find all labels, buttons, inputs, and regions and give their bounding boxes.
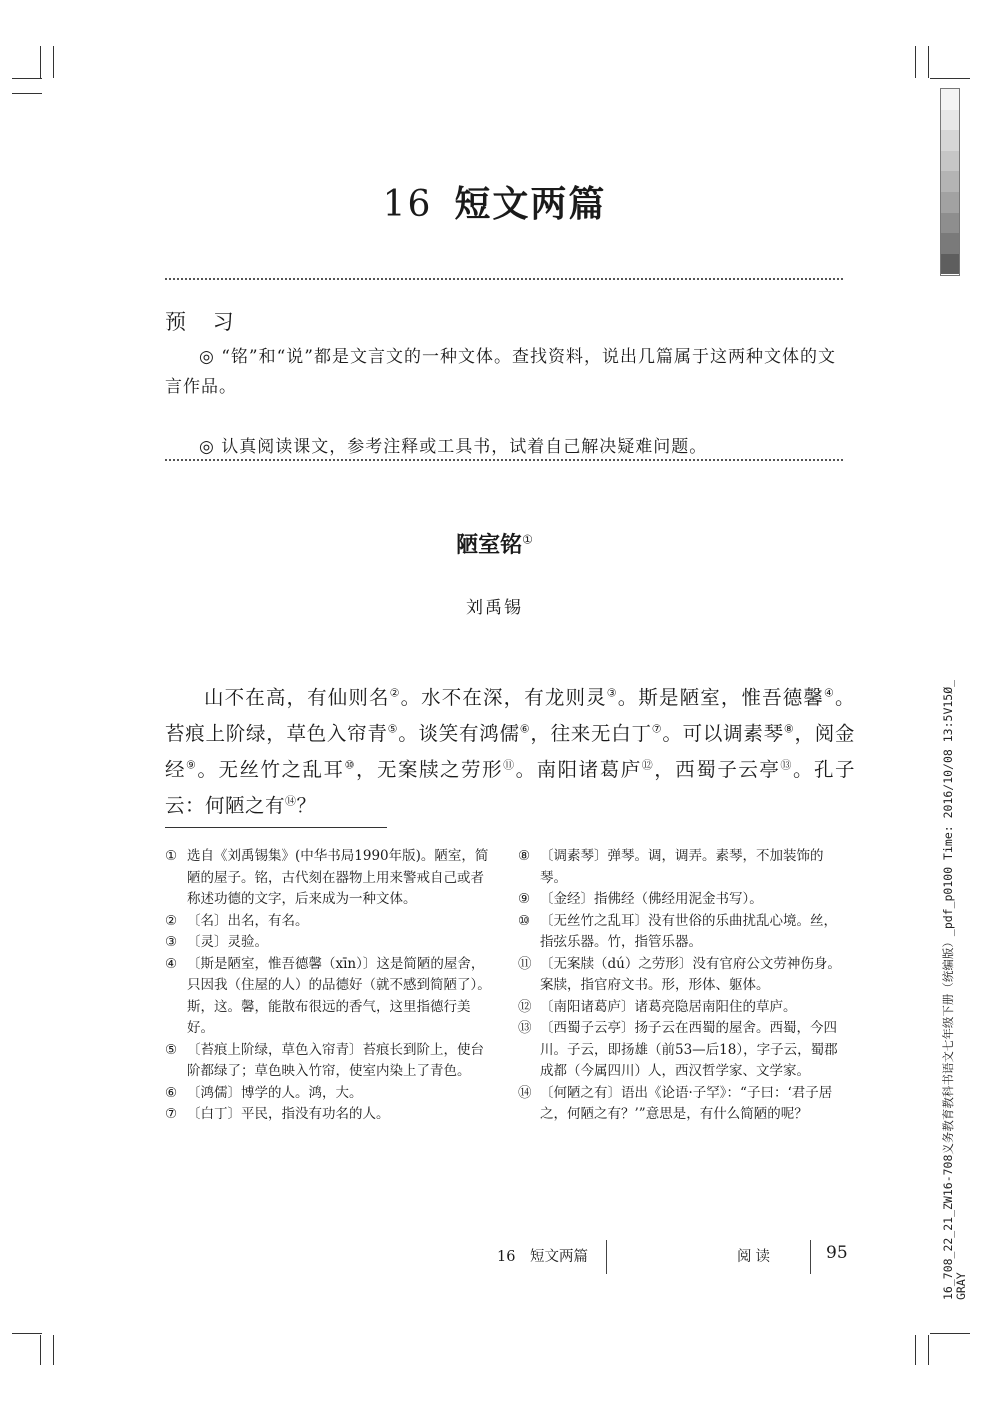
essay-text-segment: 。斯是陋室，惟吾德馨 <box>617 686 824 709</box>
footnote-text: 〔无案牍（dú）之劳形〕没有官府公文劳神伤身。案牍，指官府文书。形，形体、躯体。 <box>540 955 841 993</box>
footnote-item <box>518 846 846 889</box>
crop-mark-top-left-h2 <box>12 93 42 94</box>
gray-swatch <box>941 130 959 151</box>
footnote-item <box>165 954 493 1040</box>
footnote-item <box>165 911 493 933</box>
essay-title <box>0 528 989 559</box>
footnote-text: 〔名〕出名，有名。 <box>187 912 309 929</box>
footnote-text: 〔鸿儒〕博学的人。鸿，大。 <box>187 1084 363 1101</box>
essay-text-segment: 。水不在深，有龙则灵 <box>400 686 607 709</box>
gray-swatch <box>941 110 959 131</box>
footnote-reference: ⑭ <box>285 794 297 808</box>
gray-swatch <box>941 233 959 254</box>
gray-swatch <box>941 151 959 172</box>
footer-separator-1 <box>606 1240 607 1274</box>
footer-section: 阅读 <box>737 1249 774 1265</box>
footnote-rule <box>165 827 387 828</box>
footnote-mark: ④ <box>165 955 178 972</box>
crop-mark-top-left-h <box>12 78 42 79</box>
footnote-reference: ⑦ <box>651 722 663 736</box>
footnote-item <box>518 954 846 997</box>
footnote-item <box>518 911 846 954</box>
essay-title-note-mark: ① <box>522 532 533 547</box>
footnote-mark: ⑩ <box>518 912 531 929</box>
essay-text-segment: 。孔子云：何陋之有 <box>165 758 855 817</box>
footnote-item <box>518 889 846 911</box>
crop-mark-bottom-right-v1 <box>915 1335 916 1365</box>
footnote-text: 〔白丁〕平民，指没有功名的人。 <box>187 1106 390 1122</box>
footnote-text: 〔苔痕上阶绿，草色入帘青〕苔痕长到阶上，使台阶都绿了；草色映入竹帘，使室内染上了青色。 <box>187 1041 484 1079</box>
footnote-reference: ⑥ <box>519 722 531 736</box>
crop-mark-bottom-right-v2 <box>928 1335 929 1365</box>
footnote-item <box>165 1040 493 1083</box>
crop-mark-bottom-left-v2 <box>53 1335 54 1365</box>
crop-mark-top-right-v1 <box>915 46 916 78</box>
footnote-text: 〔斯是陋室，惟吾德馨（xīn）〕这是简陋的屋舍，只因我（住屋的人）的品德好（就不感到简陋了）。斯，这。馨，能散布很远的香气，这里指德行美好。 <box>187 955 491 1036</box>
footnote-item <box>165 1083 493 1105</box>
lesson-number: 16 <box>382 184 433 225</box>
footnote-text: 〔南阳诸葛庐〕诸葛亮隐居南阳住的草庐。 <box>540 998 797 1015</box>
footnote-reference: ⑪ <box>503 758 516 772</box>
essay-text-segment: 。谈笑有鸿儒 <box>398 722 520 745</box>
footer-separator-2 <box>810 1240 811 1274</box>
gray-swatch <box>941 89 959 110</box>
essay-title-text: 陋室铭 <box>456 532 523 558</box>
footnote-mark: ② <box>165 912 178 929</box>
essay-text-segment: ，西蜀子云亭 <box>654 758 781 781</box>
footnote-text: 〔无丝竹之乱耳〕没有世俗的乐曲扰乱心境。丝，指弦乐器。竹，指管乐器。 <box>540 912 837 950</box>
crop-mark-bottom-right-h <box>930 1333 970 1334</box>
footnote-mark: ⑥ <box>165 1084 178 1101</box>
footnote-text: 选自《刘禹锡集》(中华书局1990年版)。陋室，简陋的屋子。铭，古代刻在器物上用来警戒自己或者称述功德的文字，后来成为一种文体。 <box>187 848 489 907</box>
preview-heading: 预 习 <box>165 310 244 334</box>
footnote-text: 〔调素琴〕弹琴。调，调弄。素琴，不加装饰的琴。 <box>540 848 824 886</box>
essay-text-segment: ，阅金经 <box>165 722 855 781</box>
lesson-title-text: 短文两篇 <box>454 183 607 225</box>
essay-author: 刘禹锡 <box>466 598 523 618</box>
crop-mark-top-right-h <box>930 78 970 79</box>
footnote-reference: ⑧ <box>783 722 795 736</box>
essay-text-segment: 。无丝竹之乱耳 <box>197 758 345 781</box>
lesson-title <box>0 176 989 227</box>
footnote-mark: ③ <box>165 934 178 950</box>
crop-mark-bottom-left-v1 <box>40 1335 41 1365</box>
footnote-item <box>518 1083 846 1126</box>
essay-text-segment: ？ <box>296 794 317 817</box>
footnote-reference: ③ <box>606 686 618 700</box>
footnote-text: 〔金经〕指佛经（佛经用泥金书写）。 <box>540 891 763 907</box>
footnote-item <box>165 846 493 911</box>
essay-text-segment: 。南阳诸葛庐 <box>515 758 642 781</box>
essay-text-segment: 。苔痕上阶绿，草色入帘青 <box>165 686 855 745</box>
footnote-reference: ② <box>389 686 401 700</box>
divider-bottom <box>165 459 843 461</box>
footnote-mark: ⑧ <box>518 848 531 864</box>
footnote-reference: ⑩ <box>344 758 356 772</box>
footnote-reference: ⑤ <box>387 722 399 736</box>
footnotes-left-column <box>165 846 493 1126</box>
essay-text-segment: ，无案牍之劳形 <box>355 758 504 781</box>
footnote-mark: ⑪ <box>518 955 532 972</box>
footnote-reference: ④ <box>823 686 835 700</box>
footnote-mark: ⑤ <box>165 1041 178 1058</box>
preview-item-2: ◎ 认真阅读课文，参考注释或工具书，试着自己解决疑难问题。 <box>199 437 708 457</box>
footer-chapter: 16 短文两篇 <box>497 1249 588 1265</box>
footnote-mark: ⑭ <box>518 1084 532 1101</box>
footnote-reference: ⑫ <box>641 758 655 772</box>
footnote-mark: ⑦ <box>165 1106 178 1122</box>
footnotes-right-column <box>518 846 846 1126</box>
gray-swatch <box>941 254 959 275</box>
essay-text-segment: ，往来无白丁 <box>530 722 652 745</box>
crop-mark-top-left-v2 <box>53 46 54 78</box>
footnote-mark: ⑨ <box>518 891 531 907</box>
print-info <box>942 650 968 1300</box>
footnote-reference: ⑨ <box>186 758 198 772</box>
print-info-line-2: GRAY <box>954 1272 968 1300</box>
footnote-mark: ① <box>165 848 178 864</box>
footnote-mark: ⑬ <box>518 1020 532 1036</box>
footnote-item <box>165 932 493 954</box>
footnote-text: 〔西蜀子云亭〕扬子云在西蜀的屋舍。西蜀，今四川。子云，即扬雄（前53—后18），字子云，蜀郡成都（今属四川）人，西汉哲学家、文学家。 <box>540 1020 838 1079</box>
footnote-item <box>165 1104 493 1126</box>
crop-mark-top-right-v2 <box>928 46 929 78</box>
crop-mark-top-left-v1 <box>40 46 41 78</box>
essay-text-segment: 。可以调素琴 <box>662 722 784 745</box>
essay-body <box>165 680 855 824</box>
footnote-mark: ⑫ <box>518 998 532 1015</box>
preview-item-1: ◎ “铭”和“说”都是文言文的一种文体。查找资料，说出几篇属于这两种文体的文言作品。 <box>165 347 836 397</box>
essay-text-segment: 山不在高，有仙则名 <box>204 686 390 709</box>
footnote-reference: ⑬ <box>780 758 793 772</box>
page-number: 95 <box>826 1243 848 1263</box>
footnote-text: 〔灵〕灵验。 <box>187 934 268 950</box>
crop-mark-bottom-left-h <box>12 1333 42 1334</box>
print-info-line-1: 16_708_22_21_ZW16-708义务教育教科书语文七年级下册（统编版）_pdf_p0100 Time: 2016/10/08 13:5V15Ø_ <box>941 679 955 1300</box>
footnote-text: 〔何陋之有〕语出《论语·子罕》：“子曰：‘君子居之，何陋之有？’”意思是，有什么简陋的呢？ <box>540 1084 833 1122</box>
divider-top <box>165 278 843 280</box>
footnote-item <box>518 1018 846 1083</box>
footnote-item <box>518 997 846 1019</box>
